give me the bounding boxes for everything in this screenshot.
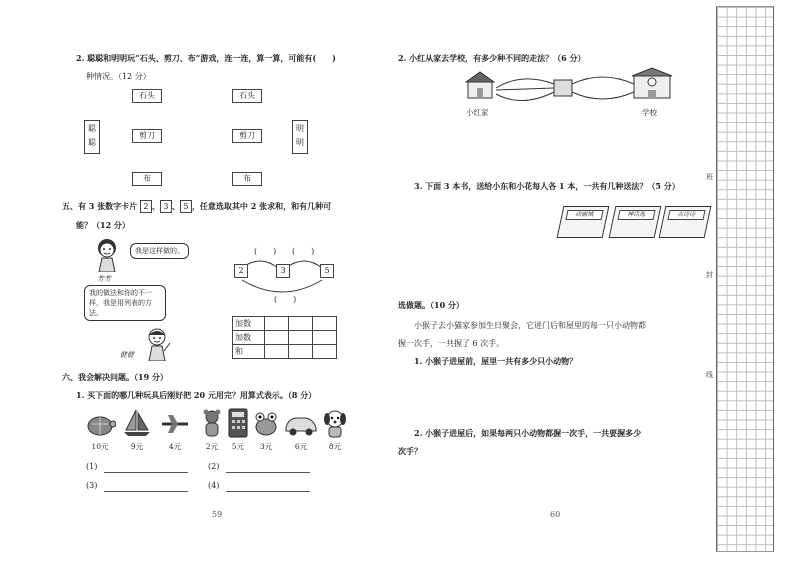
- player-mingming-char2: 明: [296, 138, 304, 147]
- paren-1: ( ): [254, 247, 277, 256]
- q5-line2: 能？（12 分）: [76, 220, 130, 230]
- table-cell[interactable]: [265, 331, 289, 345]
- price-turtle: 10元: [91, 442, 109, 451]
- rps-right-rock: 石头: [232, 89, 262, 103]
- table-cell[interactable]: [313, 345, 337, 359]
- q5-line1: 五、有 3 张数字卡片 2 、 3 、 5 ，任意选取其中 2 张求和，和有几种可: [62, 201, 332, 211]
- sum-card-5: 5: [320, 264, 334, 278]
- table-cell[interactable]: [313, 317, 337, 331]
- price-car: 6元: [294, 442, 308, 451]
- table-cell[interactable]: [289, 331, 313, 345]
- name-jianjian: 健健: [120, 351, 134, 359]
- bear-icon: [200, 408, 224, 438]
- name-fangfang: 芳芳: [97, 275, 111, 283]
- margin-label-1: 班: [706, 173, 713, 181]
- price-dog: 8元: [328, 442, 342, 451]
- table-cell[interactable]: [289, 317, 313, 331]
- q6-q1: 1. 买下面的哪几种玩具后刚好把 20 元用完？用算式表示。（8 分）: [76, 390, 317, 400]
- table-cell[interactable]: [265, 317, 289, 331]
- player-congcong: [84, 120, 100, 154]
- q6-title: 六、我会解决问题。（19 分）: [62, 372, 168, 382]
- car-icon: [284, 414, 318, 436]
- grid-margin-strip: [716, 6, 774, 552]
- book-3-title: 古诗诗: [667, 210, 705, 220]
- sailboat-icon: [122, 408, 152, 438]
- card-2: 2: [140, 200, 152, 213]
- label-home: 小红家: [466, 108, 489, 117]
- table-cell[interactable]: [289, 345, 313, 359]
- sum-card-2: 2: [234, 264, 248, 278]
- rps-left-paper: 布: [132, 172, 162, 186]
- book-3: [659, 206, 712, 238]
- table-row: [233, 345, 337, 359]
- answer-line-1[interactable]: [104, 472, 188, 473]
- card-3: 3: [160, 200, 172, 213]
- route-diagram: [462, 66, 682, 112]
- paren-2: ( ): [292, 247, 315, 256]
- girl-fangfang-illustration: [92, 236, 122, 272]
- label-school: 学校: [642, 108, 657, 117]
- margin-label-2: 封: [706, 271, 713, 279]
- r-q2-text: 2. 小红从家去学校，有多少种不同的走法？（6 分）: [398, 53, 586, 63]
- boy-jianjian-illustration: [142, 325, 172, 361]
- airplane-icon: [160, 412, 190, 436]
- table-cell[interactable]: [265, 345, 289, 359]
- player-mingming: [292, 120, 308, 154]
- player-mingming-char1: 明: [296, 124, 304, 133]
- school-icon: [632, 68, 672, 98]
- rps-right-paper: 布: [232, 172, 262, 186]
- book-1: [557, 206, 610, 238]
- table-row: [233, 331, 337, 345]
- house-icon: [466, 72, 494, 98]
- table-label-addend1: 加数: [233, 317, 265, 331]
- page-number-right: 60: [550, 510, 561, 519]
- answer-label-2: (2): [208, 462, 220, 471]
- answer-label-3: (3): [86, 481, 98, 490]
- answer-label-4: (4): [208, 481, 220, 490]
- price-frog: 3元: [259, 442, 273, 451]
- q2-line1: 2. 聪聪和明明玩“石头、剪刀、布”游戏，连一连，算一算，可能有( ): [76, 53, 336, 63]
- select-title: 选做题。（10 分）: [398, 300, 464, 310]
- sum-card-3: 3: [276, 264, 290, 278]
- select-q2-line2: 次手？: [398, 446, 422, 456]
- margin-label-3: 线: [706, 371, 713, 379]
- player-congcong-char1: 聪: [88, 124, 96, 133]
- paren-3: ( ): [274, 295, 297, 304]
- price-sailboat: 9元: [130, 442, 144, 451]
- book-1-title: 动画城: [565, 210, 603, 220]
- frog-icon: [252, 410, 280, 438]
- book-2-title: 神话选: [617, 210, 655, 220]
- answer-line-3[interactable]: [104, 491, 188, 492]
- answer-line-2[interactable]: [226, 472, 310, 473]
- sum-table: [232, 316, 337, 359]
- table-row: [233, 317, 337, 331]
- rps-left-scissors: 剪刀: [132, 129, 162, 143]
- bubble-jianjian: 我的做法和你的不一样，我是用列表的方法。: [84, 285, 166, 321]
- select-q2-line1: 2. 小猴子进屋后，如果每两只小动物都握一次手，一共要握多少: [414, 428, 642, 438]
- answer-line-4[interactable]: [226, 491, 310, 492]
- price-bear: 2元: [205, 442, 219, 451]
- select-intro-2: 握一次手，一共握了 6 次手。: [398, 339, 505, 348]
- page-number-left: 59: [212, 510, 223, 519]
- q5-line1-b: ，任意选取其中 2 张求和，和有几种可: [191, 201, 332, 211]
- rps-right-scissors: 剪刀: [232, 129, 262, 143]
- select-intro-1: 小猴子去小猫家参加生日聚会，它进门后和屋里的每一只小动物都: [414, 321, 646, 330]
- table-label-sum: 和: [233, 345, 265, 359]
- player-congcong-char2: 聪: [88, 138, 96, 147]
- q2-line2: 种情况。（12 分）: [86, 72, 151, 81]
- answer-label-1: (1): [86, 462, 98, 471]
- rps-left-rock: 石头: [132, 89, 162, 103]
- price-calculator: 5元: [231, 442, 245, 451]
- table-cell[interactable]: [313, 331, 337, 345]
- price-airplane: 4元: [168, 442, 182, 451]
- q5-line1-a: 五、有 3 张数字卡片: [62, 201, 138, 211]
- dog-icon: [322, 408, 348, 438]
- r-q3-text: 3. 下面 3 本书，送给小东和小花每人各 1 本，一共有几种送法？（5 分）: [414, 181, 680, 191]
- card-5: 5: [180, 200, 192, 213]
- turtle-icon: [84, 410, 116, 438]
- book-2: [609, 206, 662, 238]
- bubble-fangfang: 我是这样做的。: [130, 243, 189, 259]
- table-label-addend2: 加数: [233, 331, 265, 345]
- select-q1: 1. 小猴子进屋前，屋里一共有多少只小动物？: [414, 356, 578, 366]
- calculator-icon: [228, 408, 248, 438]
